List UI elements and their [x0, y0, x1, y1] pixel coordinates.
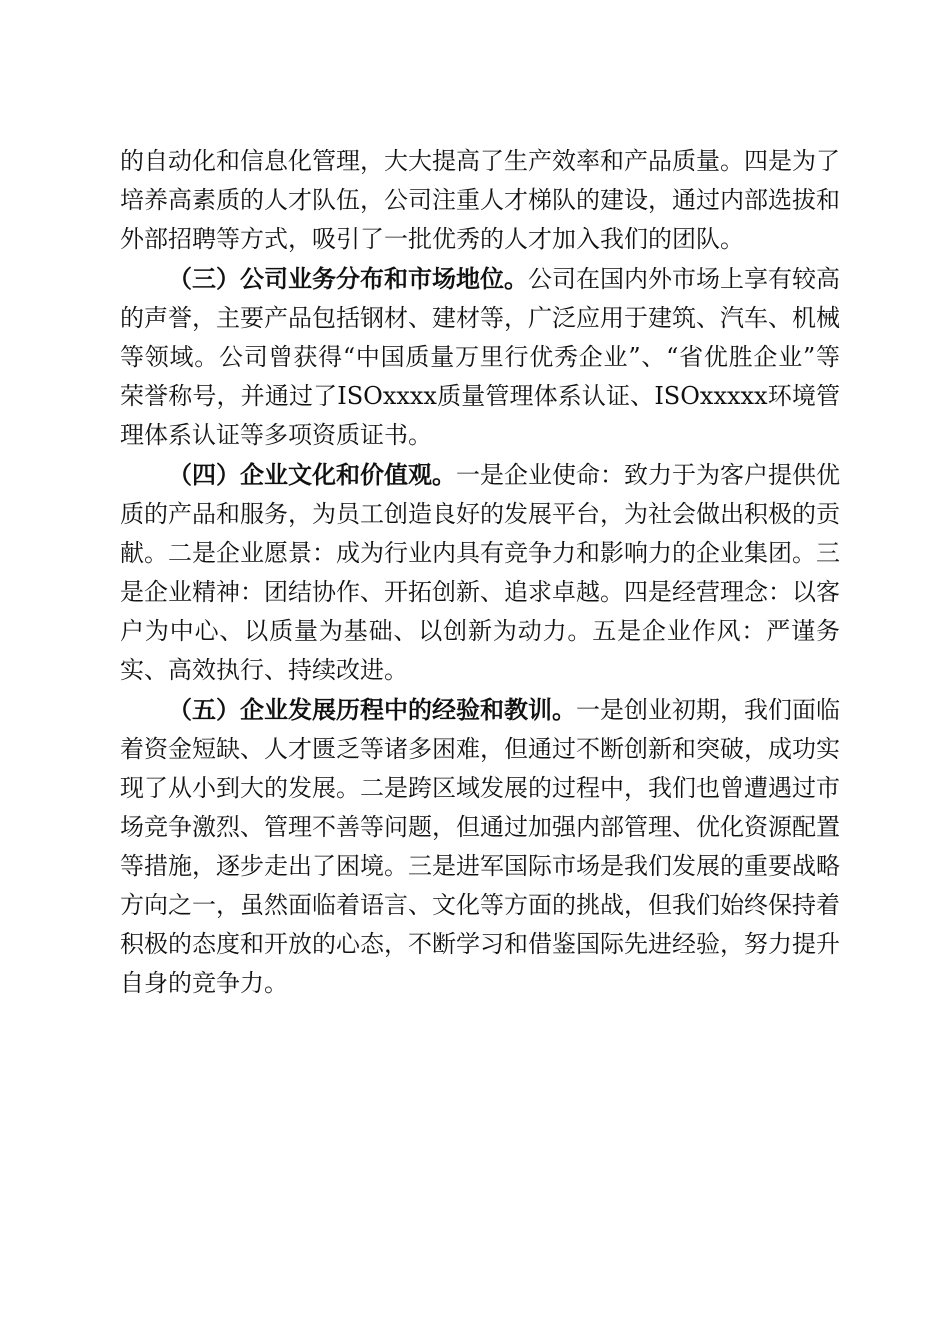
paragraph-text: 一是创业初期，我们面临着资金短缺、人才匮乏等诸多困难，但通过不断创新和突破，成功实现了从小到大的发展。二是跨区域发展的过程中，我们也曾遭遇过市场竞争激烈、管理不善等问题，但通过加强内部管理、优化资源配置等措施，逐步走出了困境。三是进军国际市场是我们发展的重要战略方向之一，虽然面临着语言、文化等方面的挑战，但我们始终保持着积极的态度和开放的心态，不断学习和借鉴国际先进经验，努力提升自身的竞争力。 [120, 696, 840, 997]
section-heading: （四）企业文化和价值观。 [168, 460, 456, 489]
paragraph-text: 的自动化和信息化管理，大大提高了生产效率和产品质量。四是为了培养高素质的人才队伍，公司注重人才梯队的建设，通过内部选拔和外部招聘等方式，吸引了一批优秀的人才加入我们的团队。 [120, 147, 840, 253]
paragraph-section-3 [120, 259, 840, 455]
paragraph-text: 公司在国内外市场上享有较高的声誉，主要产品包括钢材、建材等，广泛应用于建筑、汽车、机械等领域。公司曾获得“中国质量万里行优秀企业”、“省优胜企业”等荣誉称号，并通过了ISOxxxx质量管理体系认证、ISOxxxxx环境管理体系认证等多项资质证书。 [120, 265, 840, 449]
section-heading: （三）公司业务分布和市场地位。 [168, 264, 528, 293]
section-heading: （五）企业发展历程中的经验和教训。 [168, 695, 576, 724]
paragraph-text: 一是企业使命：致力于为客户提供优质的产品和服务，为员工创造良好的发展平台，为社会做出积极的贡献。二是企业愿景：成为行业内具有竞争力和影响力的企业集团。三是企业精神：团结协作、开拓创新、追求卓越。四是经营理念：以客户为中心、以质量为基础、以创新为动力。五是企业作风：严谨务实、高效执行、持续改进。 [120, 461, 840, 684]
paragraph-section-4 [120, 455, 840, 690]
paragraph-section-5 [120, 690, 840, 1003]
document-page [120, 142, 840, 1003]
paragraph-continuation [120, 142, 840, 259]
